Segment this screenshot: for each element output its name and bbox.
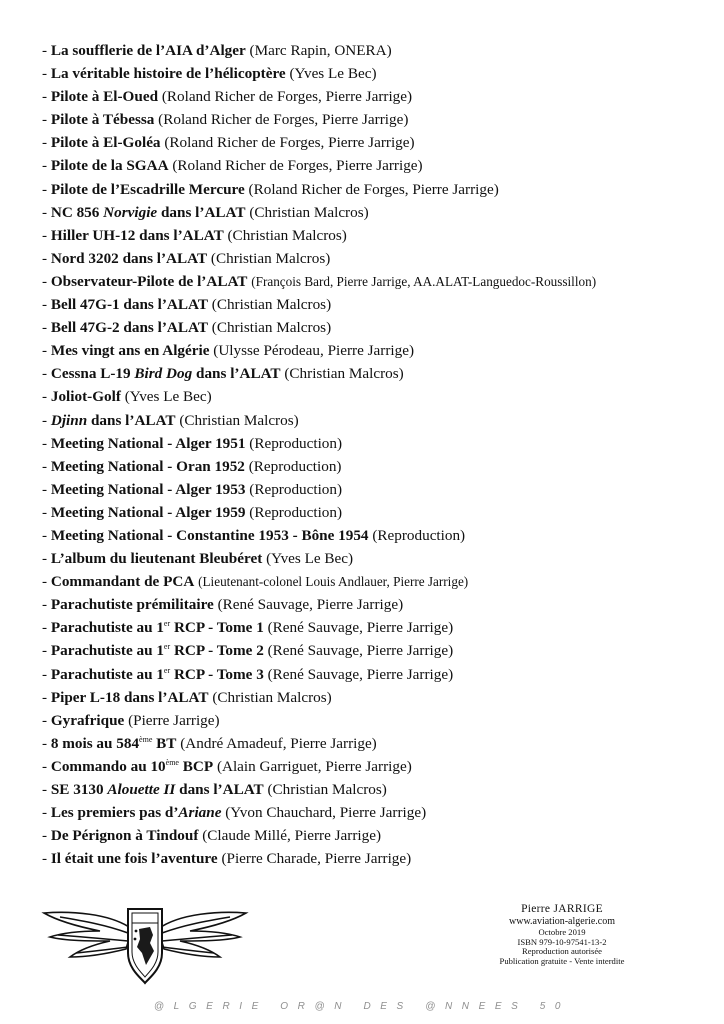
book-title-text: dans l’ALAT [192, 365, 281, 383]
book-title-text: Cessna L-19 [50, 365, 135, 383]
book-list-item: - Meeting National - Alger 1951 (Reproduction) [42, 434, 343, 452]
book-list-item: - Piper L-18 dans l’ALAT (Christian Malcros) [42, 688, 332, 706]
book-list-item: - Hiller UH-12 dans l’ALAT (Christian Malcros) [42, 226, 347, 244]
book-title-text: Parachutiste au 1 [50, 642, 164, 660]
book-title: Pilote de l’Escadrille Mercure [50, 180, 245, 198]
book-title: Pilote à Tébessa [50, 111, 155, 129]
book-author: (Christian Malcros) [227, 226, 347, 244]
book-author: (Yves Le Bec) [124, 388, 212, 406]
book-title [51, 666, 264, 683]
book-title-ordinal: ème [165, 757, 179, 767]
book-author: (René Sauvage, Pierre Jarrige) [267, 665, 454, 683]
book-title: Pilote à El-Goléa [50, 134, 161, 152]
book-author: (Christian Malcros) [284, 365, 404, 383]
book-list-item: - Pilote de la SGAA (Roland Richer de Forges, Pierre Jarrige) [42, 157, 423, 175]
book-list-item: - Meeting National - Oran 1952 (Reproduction) [42, 457, 342, 475]
book-title-text: RCP - Tome 3 [170, 665, 264, 683]
book-title-ordinal: er [163, 665, 171, 675]
book-author: (Reproduction) [249, 480, 343, 498]
book-title-italic: Alouette II [107, 781, 176, 798]
book-title-italic: Ariane [178, 804, 222, 822]
book-title: Meeting National - Alger 1951 [50, 434, 246, 452]
book-author: (Roland Richer de Forges, Pierre Jarrige) [172, 157, 423, 175]
book-author: (René Sauvage, Pierre Jarrige) [217, 596, 404, 614]
book-title-text: Parachutiste au 1 [50, 619, 164, 637]
book-list-item: - Parachutiste au 1er RCP - Tome 1 (René Sauvage, Pierre Jarrige) [42, 619, 454, 637]
book-author: (Alain Garriguet, Pierre Jarrige) [216, 757, 412, 775]
book-title-text: dans l’ALAT [175, 781, 264, 798]
book-title-text: dans l’ALAT [157, 203, 246, 221]
colophon-website: www.aviation-algerie.com [509, 916, 615, 928]
book-title: Pilote de la SGAA [50, 157, 169, 175]
book-author: (Reproduction) [249, 434, 343, 452]
book-title: Bell 47G-2 dans l’ALAT [50, 319, 208, 337]
book-title [51, 804, 222, 821]
book-title: Pilote à El-Oued [50, 88, 159, 106]
book-list-item: - Observateur-Pilote de l’ALAT (François Bard, Pierre Jarrige, AA.ALAT-Languedoc-Roussillon) [42, 272, 597, 290]
book-author: (Ulysse Pérodeau, Pierre Jarrige) [213, 342, 415, 360]
book-author: (Christian Malcros) [179, 411, 299, 429]
book-list-item: - La véritable histoire de l’hélicoptère (Yves Le Bec) [42, 65, 377, 83]
book-author: (Christian Malcros) [267, 781, 387, 798]
book-title: De Pérignon à Tindouf [50, 827, 199, 845]
colophon-reproduction: Reproduction autorisée [522, 946, 602, 957]
book-title: Meeting National - Alger 1959 [50, 503, 246, 521]
book-title [51, 758, 213, 775]
book-list-item: - Meeting National - Alger 1953 (Reproduction) [42, 480, 343, 498]
book-list-item: - Nord 3202 dans l’ALAT (Christian Malcros) [42, 249, 331, 267]
book-list-item: - De Pérignon à Tindouf (Claude Millé, Pierre Jarrige) [42, 827, 382, 845]
book-author: (Christian Malcros) [249, 203, 369, 221]
book-title-italic: Norvigie [103, 203, 158, 221]
book-list-item: - Gyrafrique (Pierre Jarrige) [42, 711, 220, 729]
book-list-item: - Il était une fois l’aventure (Pierre Charade, Pierre Jarrige) [42, 850, 412, 868]
book-title-text: 8 mois au 584 [50, 734, 140, 752]
book-list-item: - Pilote à El-Oued (Roland Richer de Forges, Pierre Jarrige) [42, 88, 413, 106]
book-title [51, 642, 264, 659]
book-list-item: - Djinn dans l’ALAT (Christian Malcros) [42, 411, 299, 429]
book-title-text: NC 856 [50, 203, 104, 221]
book-title-text: RCP - Tome 2 [170, 642, 264, 660]
book-list-item: - Commando au 10ème BCP (Alain Garriguet, Pierre Jarrige) [42, 757, 412, 775]
book-list-item: - Les premiers pas d’Ariane (Yvon Chauchard, Pierre Jarrige) [42, 804, 427, 822]
book-author: (Christian Malcros) [211, 319, 332, 337]
book-author: (Yvon Chauchard, Pierre Jarrige) [225, 804, 427, 822]
book-author: (Reproduction) [248, 457, 342, 475]
book-title-italic: Djinn [50, 411, 88, 429]
book-author: (Pierre Jarrige) [128, 711, 220, 729]
book-title-italic: Bird Dog [134, 365, 193, 383]
book-title: Commandant de PCA [50, 573, 195, 591]
book-title [51, 619, 264, 636]
book-title-text: SE 3130 [50, 781, 108, 798]
book-author: (Lieutenant-colonel Louis Andlauer, Pierre Jarrige) [198, 574, 469, 590]
book-title: La véritable histoire de l’hélicoptère [50, 65, 286, 83]
colophon-author: Pierre JARRIGE [521, 903, 603, 915]
book-title [51, 204, 246, 221]
book-author: (René Sauvage, Pierre Jarrige) [267, 642, 454, 660]
book-list-item: - Cessna L-19 Bird Dog dans l’ALAT (Christian Malcros) [42, 365, 404, 383]
book-title: Meeting National - Oran 1952 [50, 457, 245, 475]
book-title: Bell 47G-1 dans l’ALAT [50, 296, 208, 314]
book-list-item: - Meeting National - Constantine 1953 - Bône 1954 (Reproduction) [42, 526, 466, 544]
book-title: Nord 3202 dans l’ALAT [50, 249, 208, 267]
book-title-text: Les premiers pas d’ [50, 804, 179, 822]
book-author: (Yves Le Bec) [289, 65, 377, 83]
book-title: Joliot-Golf [50, 388, 121, 406]
book-list-item: - Bell 47G-1 dans l’ALAT (Christian Malcros) [42, 296, 332, 314]
book-list-item: - Bell 47G-2 dans l’ALAT (Christian Malcros) [42, 319, 332, 337]
book-list-item: - Parachutiste au 1er RCP - Tome 2 (René Sauvage, Pierre Jarrige) [42, 642, 454, 660]
book-author: (Pierre Charade, Pierre Jarrige) [221, 850, 412, 868]
book-author: (Christian Malcros) [211, 296, 332, 314]
book-title [51, 365, 281, 382]
book-title: Meeting National - Alger 1953 [50, 480, 246, 498]
book-list-item: - Pilote à Tébessa (Roland Richer de Forges, Pierre Jarrige) [42, 111, 409, 129]
book-title-ordinal: er [163, 619, 171, 629]
book-author: (François Bard, Pierre Jarrige, AA.ALAT-Languedoc-Roussillon) [251, 273, 597, 289]
book-author: (Roland Richer de Forges, Pierre Jarrige) [161, 88, 413, 106]
book-title: La soufflerie de l’AIA d’Alger [50, 42, 246, 59]
book-author: (Christian Malcros) [212, 688, 332, 706]
book-list-item: - Parachutiste au 1er RCP - Tome 3 (René Sauvage, Pierre Jarrige) [42, 665, 454, 683]
book-author: (Claude Millé, Pierre Jarrige) [202, 827, 382, 845]
book-list-item: - Pilote de l’Escadrille Mercure (Roland Richer de Forges, Pierre Jarrige) [42, 180, 499, 198]
book-title: Hiller UH-12 dans l’ALAT [50, 226, 224, 244]
book-title: Gyrafrique [50, 711, 125, 729]
book-author: (Roland Richer de Forges, Pierre Jarrige) [164, 134, 415, 152]
book-list-item: - Pilote à El-Goléa (Roland Richer de Forges, Pierre Jarrige) [42, 134, 415, 152]
book-list-item: - La soufflerie de l’AIA d’Alger (Marc Rapin, ONERA) [42, 42, 392, 59]
book-author: (Roland Richer de Forges, Pierre Jarrige) [158, 111, 409, 129]
colophon-date: Octobre 2019 [538, 926, 586, 937]
book-title: Observateur-Pilote de l’ALAT [50, 272, 248, 290]
book-list-item: - Commandant de PCA (Lieutenant-colonel Louis Andlauer, Pierre Jarrige) [42, 573, 469, 591]
winged-badge-icon [40, 903, 250, 987]
book-list-item: - L’album du lieutenant Bleubéret (Yves Le Bec) [42, 550, 354, 568]
book-title: Meeting National - Constantine 1953 - Bône 1954 [50, 526, 369, 544]
book-author: (Reproduction) [249, 503, 343, 521]
book-title-text: BCP [178, 757, 214, 775]
page-footer: @LGERIE OR@N DES @NNEES 50 [153, 1001, 571, 1012]
book-title: Piper L-18 dans l’ALAT [50, 688, 209, 706]
book-title-text: RCP - Tome 1 [170, 619, 264, 637]
book-list-item: - Parachutiste prémilitaire (René Sauvage, Pierre Jarrige) [42, 596, 404, 614]
book-title-text: Parachutiste au 1 [50, 665, 164, 683]
book-list-item: - Mes vingt ans en Algérie (Ulysse Pérodeau, Pierre Jarrige) [42, 342, 415, 360]
book-title-text: Commando au 10 [50, 757, 166, 775]
book-list-item: - SE 3130 Alouette II dans l’ALAT (Christian Malcros) [42, 781, 387, 798]
book-author: (Reproduction) [372, 526, 466, 544]
book-author: (Christian Malcros) [210, 249, 331, 267]
book-title [51, 735, 177, 752]
book-title-ordinal: ème [139, 734, 153, 744]
book-author: (René Sauvage, Pierre Jarrige) [267, 619, 454, 637]
book-list-item: - Meeting National - Alger 1959 (Reproduction) [42, 503, 343, 521]
book-title: Mes vingt ans en Algérie [50, 342, 210, 360]
book-list-item: - Joliot-Golf (Yves Le Bec) [42, 388, 212, 406]
colophon [478, 903, 646, 967]
book-author: (Roland Richer de Forges, Pierre Jarrige) [248, 180, 499, 198]
book-title-ordinal: er [163, 642, 171, 652]
book-author: (Marc Rapin, ONERA) [249, 42, 392, 59]
book-list-item: - 8 mois au 584ème BT (André Amadeuf, Pierre Jarrige) [42, 734, 377, 752]
book-title: Parachutiste prémilitaire [50, 596, 214, 614]
book-author: (Yves Le Bec) [266, 550, 354, 568]
book-title: L’album du lieutenant Bleubéret [50, 550, 263, 568]
book-title [51, 412, 176, 429]
colophon-isbn: ISBN 979-10-97541-13-2 [517, 936, 607, 947]
book-title [51, 781, 264, 798]
book-list-item: - NC 856 Norvigie dans l’ALAT (Christian Malcros) [42, 203, 369, 221]
colophon-publication: Publication gratuite - Vente interdite [499, 956, 625, 967]
book-title-text: dans l’ALAT [87, 411, 176, 429]
book-title-text: BT [152, 734, 177, 752]
book-title: Il était une fois l’aventure [50, 850, 218, 868]
book-list [42, 39, 712, 870]
book-author: (André Amadeuf, Pierre Jarrige) [180, 734, 377, 752]
